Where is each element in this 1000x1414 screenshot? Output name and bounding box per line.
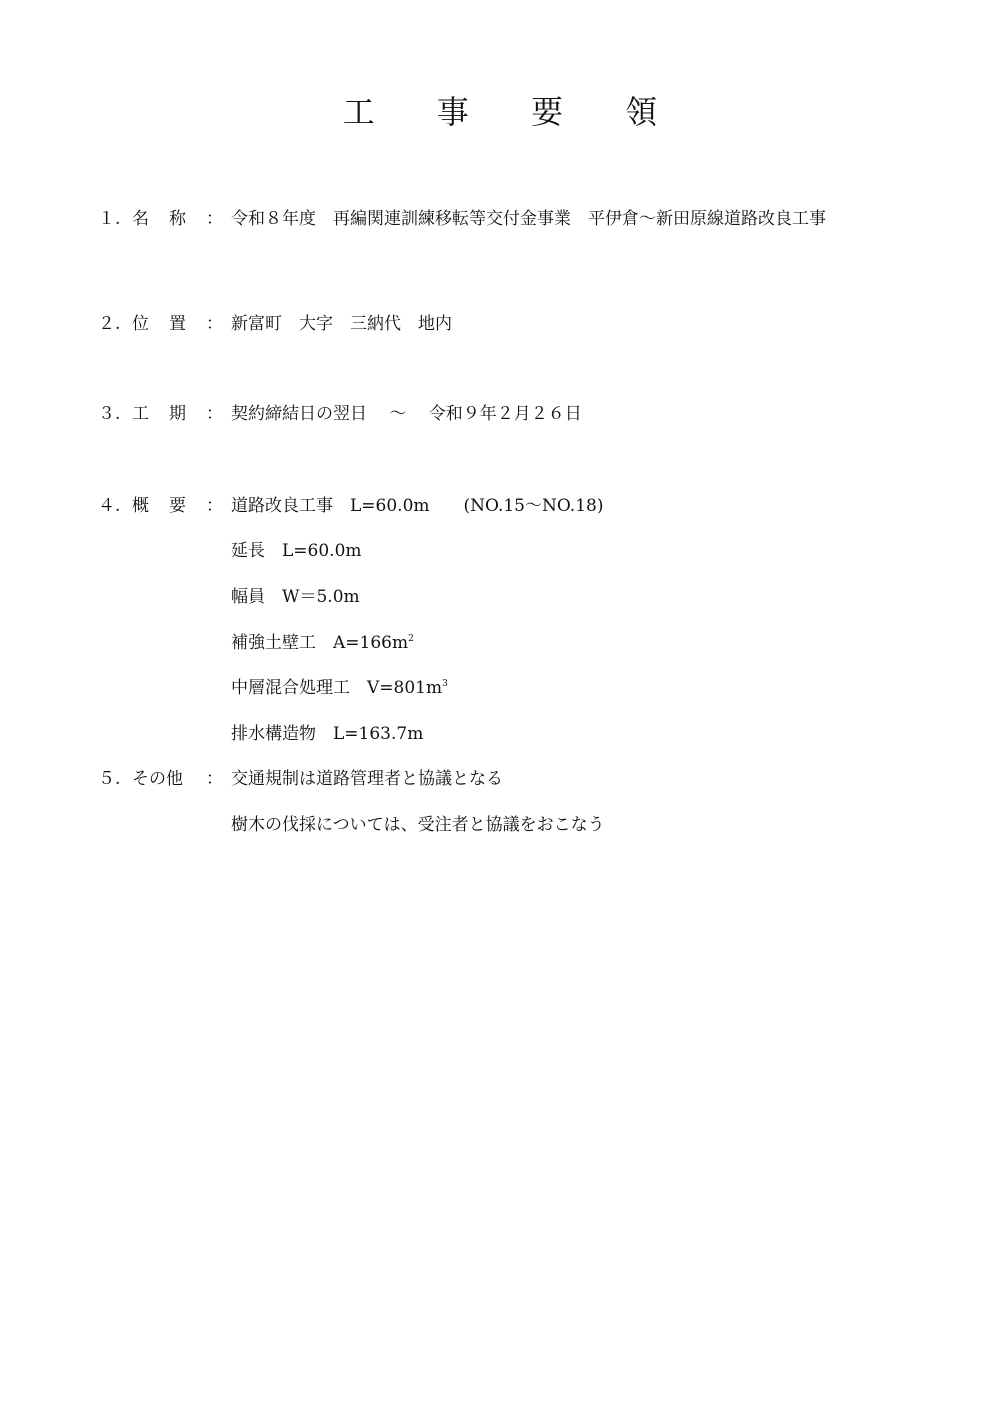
item-label: 名称 — [132, 209, 206, 229]
item-colon: ： — [206, 496, 223, 516]
detail-drainage: 排水構造物 L=163.7m — [231, 724, 424, 744]
item-label: 位置 — [132, 314, 206, 334]
item-number: ２. — [98, 314, 121, 334]
detail-line — [0, 582, 1000, 612]
item-location — [0, 309, 1000, 339]
item-period — [0, 399, 1000, 429]
item-colon: ： — [206, 314, 223, 334]
item-value: 新富町 大字 三納代 地内 — [231, 314, 452, 334]
detail-extension: 延長 L=60.0m — [231, 541, 362, 561]
item-value: 道路改良工事 L=60.0m (NO.15～NO.18) — [231, 496, 604, 516]
item-number: ４. — [98, 496, 121, 516]
detail-retaining-wall: 補強土壁工 $A=166m^2$ — [231, 633, 414, 653]
detail-line — [0, 628, 1000, 658]
detail-line — [0, 810, 1000, 840]
unit-superscript: 3 — [442, 679, 448, 689]
item-value: 契約締結日の翌日 ～ 令和９年２月２６日 — [231, 404, 582, 424]
item-overview — [0, 491, 1000, 521]
item-number: ３. — [98, 404, 121, 424]
item-label: 概要 — [132, 496, 206, 516]
detail-line — [0, 673, 1000, 703]
detail-width: 幅員 W＝5.0m — [231, 587, 360, 607]
item-name — [0, 204, 1000, 234]
item-colon: ： — [206, 404, 223, 424]
item-colon: ： — [206, 769, 223, 789]
detail-line — [0, 719, 1000, 749]
item-other — [0, 764, 1000, 794]
item-number: ５. — [98, 769, 121, 789]
item-label: 工期 — [132, 404, 206, 424]
detail-soil-mixing: 中層混合処理工 $V=801m^3$ — [231, 678, 448, 698]
detail-tree-felling: 樹木の伐採については、受注者と協議をおこなう — [231, 815, 605, 835]
unit-superscript: 2 — [408, 634, 414, 644]
item-label: その他 — [132, 769, 183, 789]
item-value: 令和８年度 再編関連訓練移転等交付金事業 平伊倉～新田原線道路改良工事 — [231, 209, 826, 229]
item-value: 交通規制は道路管理者と協議となる — [231, 769, 503, 789]
item-colon: ： — [206, 209, 223, 229]
detail-line — [0, 536, 1000, 566]
item-number: １. — [98, 209, 121, 229]
document-title: 工 事 要 領 — [342, 93, 684, 131]
